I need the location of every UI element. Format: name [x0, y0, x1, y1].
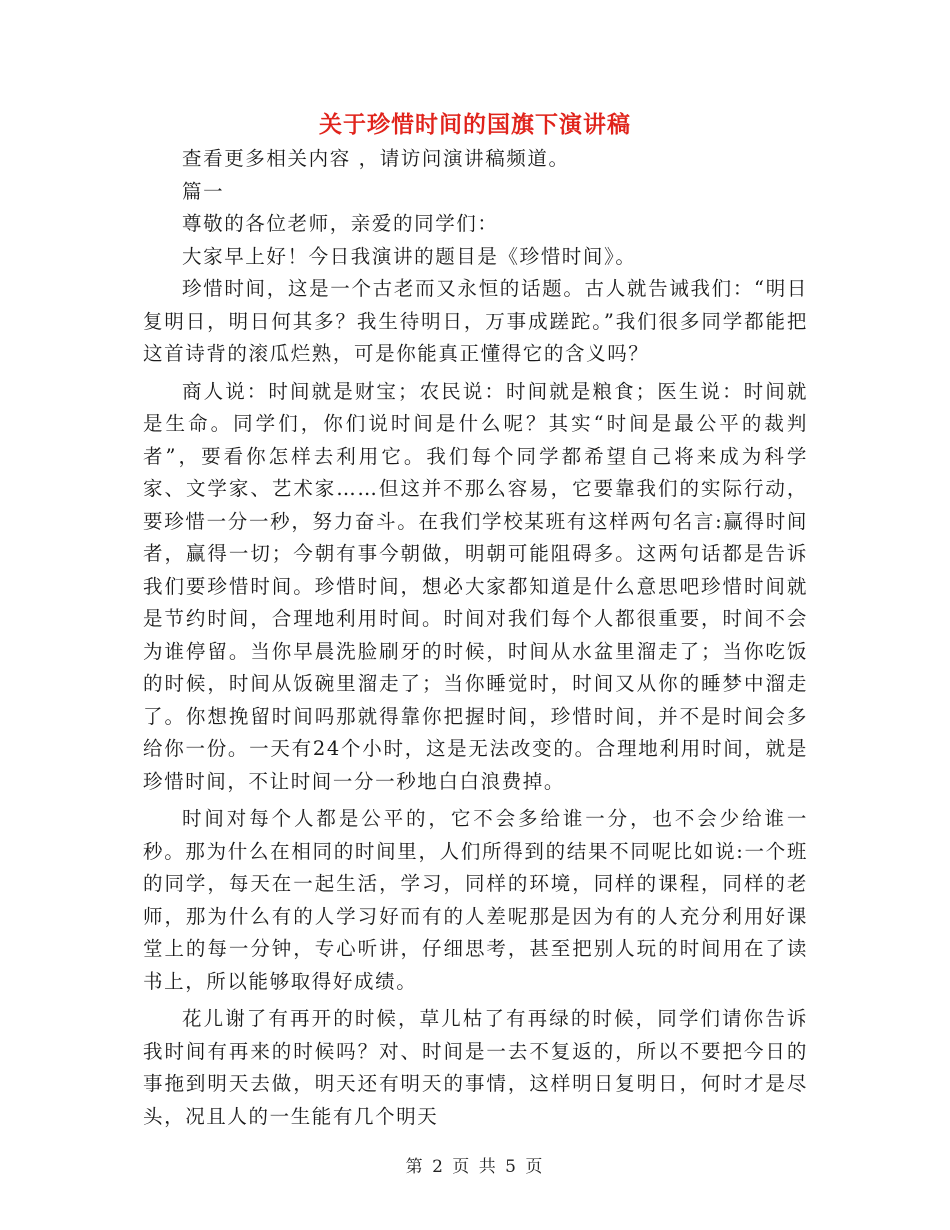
body-paragraph-3: 时间对每个人都是公平的，它不会多给谁一分，也不会少给谁一秒。那为什么在相同的时间里，人们所得到的结果不同呢比如说:一个班的同学，每天在一起生活，学习，同样的环境，同样的课程，同样的老师，那为什么有的人学习好而有的人差呢那是因为有的人充分利用好课堂上的每一分钟，专心听讲，仔细思考，甚至把别人玩的时间用在了读书上，所以能够取得好成绩。 — [143, 807, 808, 993]
body-paragraph-4: 花儿谢了有再开的时候，草儿枯了有再绿的时候，同学们请你告诉我时间有再来的时候吗？对、时间是一去不复返的，所以不要把今日的事拖到明天去做，明天还有明天的事情，这样明日复明日，何时才是尽头，况且人的一生能有几个明天 — [143, 1007, 808, 1128]
body-paragraph-1: 珍惜时间，这是一个古老而又永恒的话题。古人就告诫我们：“明日复明日，明日何其多？我生待明日，万事成蹉跎。”我们很多同学都能把这首诗背的滚瓜烂熟，可是你能真正懂得它的含义吗？ — [143, 277, 808, 365]
salutation: 尊敬的各位老师，亲爱的同学们： — [182, 212, 499, 235]
greeting-paragraph: 大家早上好！今日我演讲的题目是《珍惜时间》。 — [182, 244, 637, 268]
page-footer: 第 2 页 共 5 页 — [405, 1157, 545, 1177]
section-label: 篇一 — [182, 179, 225, 203]
body-paragraph-2: 商人说：时间就是财宝；农民说：时间就是粮食；医生说：时间就是生命。同学们，你们说时间是什么呢？其实“时间是最公平的裁判者”，要看你怎样去利用它。我们每个同学都希望自己将来成为科学家、文学家、艺术家……但这并不那么容易，它要靠我们的实际行动，要珍惜一分一秒，努力奋斗。在我们学校某班有这样两句名言:赢得时间者，赢得一切；今朝有事今朝做，明朝可能阻碍多。这两句话都是告诉我们要珍惜时间。珍惜时间，想必大家都知道是什么意思吧珍惜时间就是节约时间，合理地利用时间。时间对我们每个人都很重要，时间不会为谁停留。当你早晨洗脸刷牙的时候，时间从水盆里溜走了；当你吃饭的时候，时间从饭碗里溜走了；当你睡觉时，时间又从你的睡梦中溜走了。你想挽留时间吗那就得靠你把握时间，珍惜时间，并不是时间会多给你一份。一天有24个小时，这是无法改变的。合理地利用时间，就是珍惜时间，不让时间一分一秒地白白浪费掉。 — [143, 379, 808, 793]
document-body — [143, 143, 808, 1133]
document-title: 关于珍惜时间的国旗下演讲稿 — [319, 111, 631, 138]
intro-line: 查看更多相关内容 ，请访问演讲稿频道。 — [182, 147, 570, 170]
